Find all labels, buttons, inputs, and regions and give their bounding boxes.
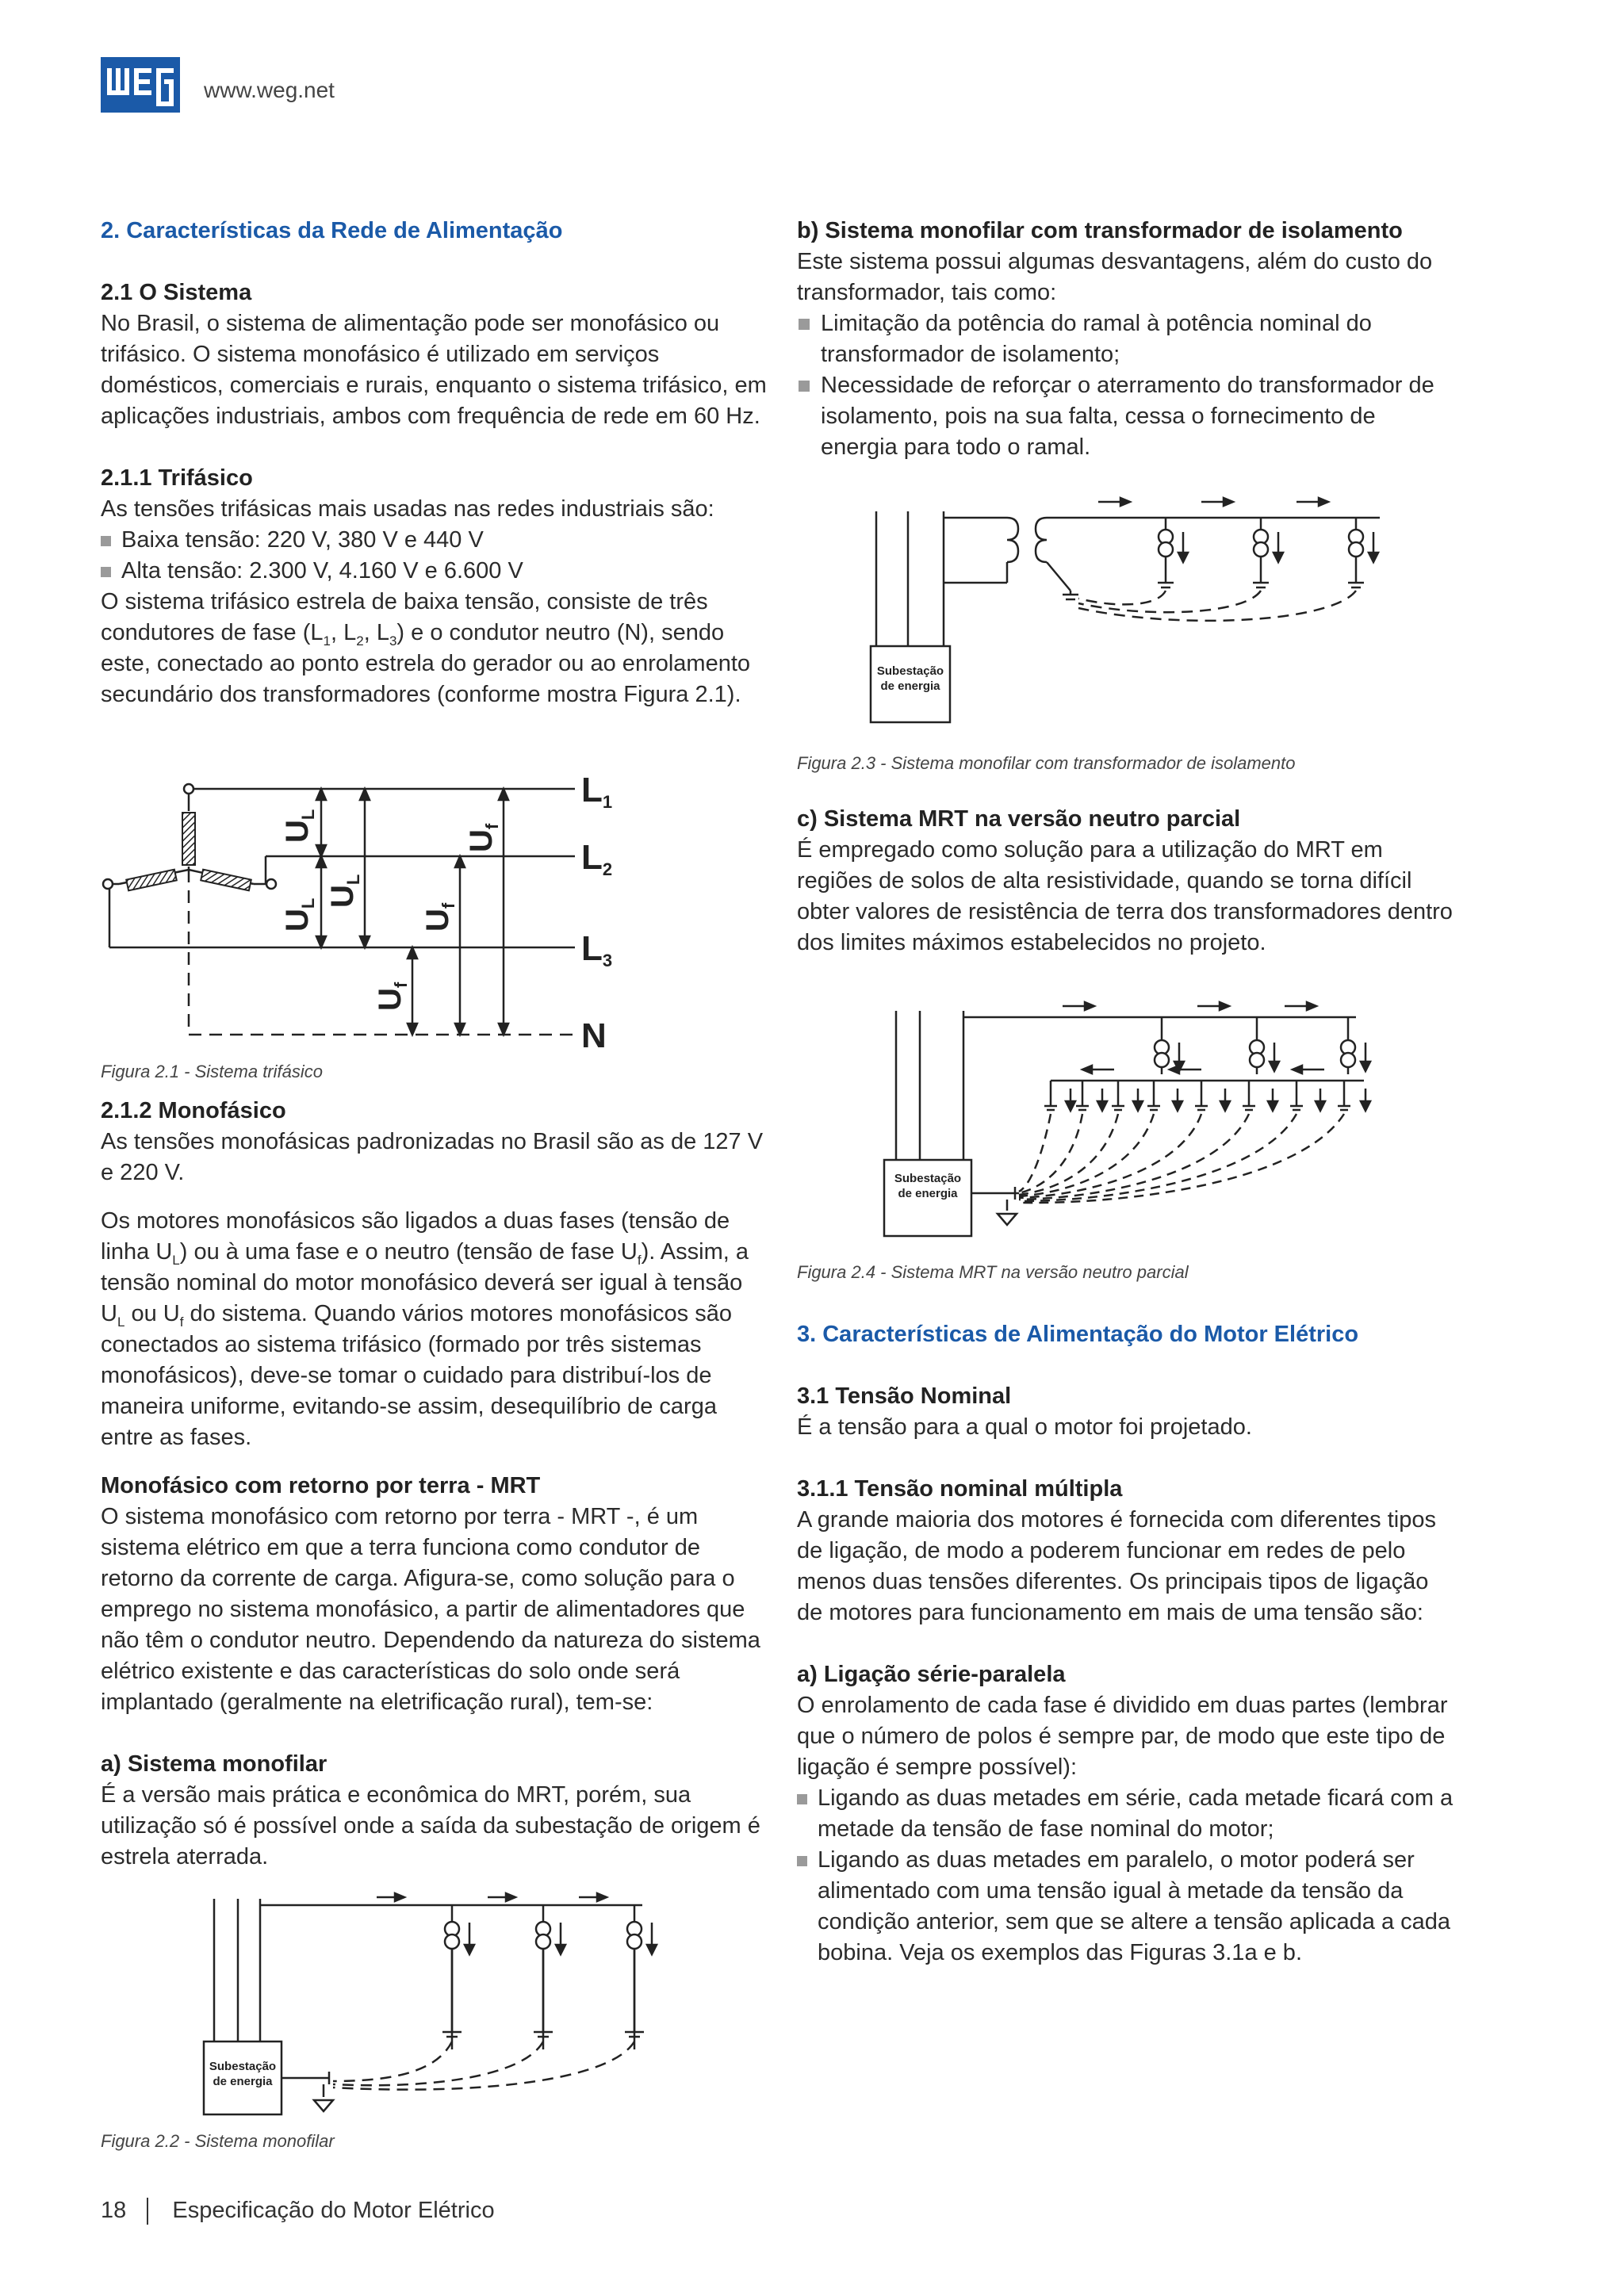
section-2-1-1-intro: As tensões trifásicas mais usadas nas redes industriais são: (101, 496, 714, 522)
serie-paralela-text: O enrolamento de cada fase é dividido em duas partes (lembrar que o número de polos é sempre par, de modo que este tipo de ligação é sempre possível): (797, 1693, 1448, 1780)
b-text: Este sistema possui algumas desvantagens, além do custo do transformador, tais como: (797, 249, 1433, 305)
monofilar-text: É a versão mais prática e econômica do MRT, porém, sua utilização só é possível onde a saída da subestação de origem é estrela aterrada. (101, 1782, 760, 1869)
section-3-title: 3. Características de Alimentação do Motor Elétrico (797, 1322, 1359, 1347)
label-ul-1: $U_L$ (280, 809, 318, 843)
right-column-middle (797, 804, 1455, 959)
section-2-1-title: 2.1 O Sistema (101, 280, 252, 305)
label-uf-1: $U_f$ (373, 982, 411, 1011)
label-l1: L1 (581, 773, 613, 812)
label-l2: L2 (581, 838, 613, 879)
figure-2-4-diagram (880, 995, 1388, 1257)
figure-2-1-diagram (95, 773, 634, 1058)
substation-label-1: Subestação (209, 2060, 277, 2073)
serie-paralela-bullet-2: Ligando as duas metades em paralelo, o motor poderá ser alimentado com uma tensão igual à metade da tensão da condição anterior, sem que se altere a tensão aplicada a cada bobina. Veja os exemplos das Figuras 3.1a e b. (797, 1845, 1455, 1969)
label-ul-3: $U_L$ (325, 874, 363, 908)
right-column-bottom (797, 1319, 1455, 1969)
right-column-top (797, 216, 1455, 463)
section-2-title: 2. Características da Rede de Alimentação (101, 218, 563, 243)
section-3-1-1-text: A grande maioria dos motores é fornecida com diferentes tipos de ligação, de modo a poderem funcionar em redes de pelo menos duas tensões diferentes. Os principais tipos de ligação de motores para funcionamento em mais de uma tensão são: (797, 1507, 1436, 1625)
label-n: N (581, 1016, 607, 1055)
substation-label-2: de energia (880, 679, 940, 693)
header (101, 57, 576, 114)
left-column-top (101, 216, 767, 710)
serie-paralela-title: a) Ligação série-paralela (797, 1662, 1066, 1687)
header-url[interactable]: www.weg.net (204, 78, 335, 102)
section-2-1-2-text: As tensões monofásicas padronizadas no Brasil são as de 127 V e 220 V. (101, 1129, 764, 1185)
substation-label-2: de energia (898, 1187, 958, 1200)
bullet-low-voltage: Baixa tensão: 220 V, 380 V e 440 V (101, 525, 767, 556)
label-ul-2: $U_L$ (280, 897, 318, 932)
section-3-1-text: É a tensão para a qual o motor foi projetado. (797, 1414, 1252, 1440)
figure-2-1-caption: Figura 2.1 - Sistema trifásico (101, 1062, 323, 1081)
label-l3: L3 (581, 929, 613, 970)
serie-paralela-bullet-1: Ligando as duas metades em série, cada metade ficará com a metade da tensão de fase nominal do motor; (797, 1783, 1455, 1845)
section-3-1-1-title: 3.1.1 Tensão nominal múltipla (797, 1476, 1123, 1502)
substation-label-2: de energia (213, 2075, 273, 2088)
footer (101, 2198, 495, 2225)
mrt-text: O sistema monofásico com retorno por terra - MRT -, é um sistema elétrico em que a terra funciona como condutor de retorno da corrente de carga. Afigura-se, como solução para o emprego no sistema monofásico, a partir de alimentadores que não têm o condutor neutro. Dependendo da natureza do sistema elétrico existente e das características do solo onde será implantado (geralmente na eletrificação rural), tem-se: (101, 1504, 760, 1715)
label-uf-2: $U_f$ (420, 902, 458, 932)
figure-2-2-caption: Figura 2.2 - Sistema monofilar (101, 2131, 335, 2151)
substation-label-1: Subestação (894, 1172, 962, 1185)
section-2-1-2-title: 2.1.2 Monofásico (101, 1098, 286, 1123)
mrt-title: Monofásico com retorno por terra - MRT (101, 1473, 541, 1498)
section-2-1-1-paragraph: O sistema trifásico estrela de baixa tensão, consiste de três condutores de fase ($L_1$, $L_2$, $L_3$) e o condutor neutro (N), sendo este, conectado ao ponto estrela do gerador ou ao enrolamento secundário dos transformadores (conforme mostra Figura 2.1). (101, 589, 751, 707)
weg-logo (101, 57, 180, 113)
substation-label-1: Subestação (876, 664, 944, 678)
figure-2-3-caption: Figura 2.3 - Sistema monofilar com transformador de isolamento (797, 753, 1296, 773)
bullet-high-voltage: Alta tensão: 2.300 V, 4.160 V e 6.600 V (101, 556, 767, 587)
c-text: É empregado como solução para a utilização do MRT em regiões de solos de alta resistividade, quando se torna difícil obter valores de resistência de terra dos transformadores dentro dos limites máximos estabelecidos no projeto. (797, 837, 1453, 955)
b-bullet-2: Necessidade de reforçar o aterramento do transformador de isolamento, pois na sua falta, cessa o fornecimento de energia para todo o ramal. (797, 370, 1455, 463)
label-uf-3: $U_f$ (464, 823, 502, 852)
c-title: c) Sistema MRT na versão neutro parcial (797, 806, 1241, 832)
footer-divider (147, 2198, 148, 2225)
left-column-bottom (101, 1096, 767, 1873)
section-2-1-2-paragraph: Os motores monofásicos são ligados a duas fases (tensão de linha $U_L$) ou à uma fase e o neutro (tensão de fase $U_f$). Assim, a tensão nominal do motor monofásico deverá ser igual à tensão $U_L$ ou $U_f$ do sistema. Quando vários motores monofásicos são conectados ao sistema trifásico (formado por três sistemas monofásicos), deve-se tomar o cuidado para distribuí-los de maneira uniforme, evitando-se assim, desequilíbrio de carga entre as fases. (101, 1208, 749, 1450)
section-2-1-1-title: 2.1.1 Trifásico (101, 465, 253, 491)
footer-doc-title: Especificação do Motor Elétrico (172, 2198, 495, 2223)
section-3-1-title: 3.1 Tensão Nominal (797, 1383, 1012, 1409)
section-2-1-text: No Brasil, o sistema de alimentação pode ser monofásico ou trifásico. O sistema monofásico é utilizado em serviços domésticos, comerciais e rurais, enquanto o sistema trifásico, em aplicações industriais, ambos com frequência de rede em 60 Hz. (101, 311, 767, 429)
b-bullet-1: Limitação da potência do ramal à potência nominal do transformador de isolamento; (797, 308, 1455, 370)
figure-2-4-caption: Figura 2.4 - Sistema MRT na versão neutro parcial (797, 1262, 1189, 1282)
figure-2-2-diagram (174, 1891, 666, 2121)
figure-2-3-diagram (864, 488, 1404, 725)
page-number: 18 (101, 2198, 127, 2223)
b-title: b) Sistema monofilar com transformador de isolamento (797, 218, 1403, 243)
monofilar-title: a) Sistema monofilar (101, 1751, 327, 1777)
transformers (442, 1922, 657, 2037)
